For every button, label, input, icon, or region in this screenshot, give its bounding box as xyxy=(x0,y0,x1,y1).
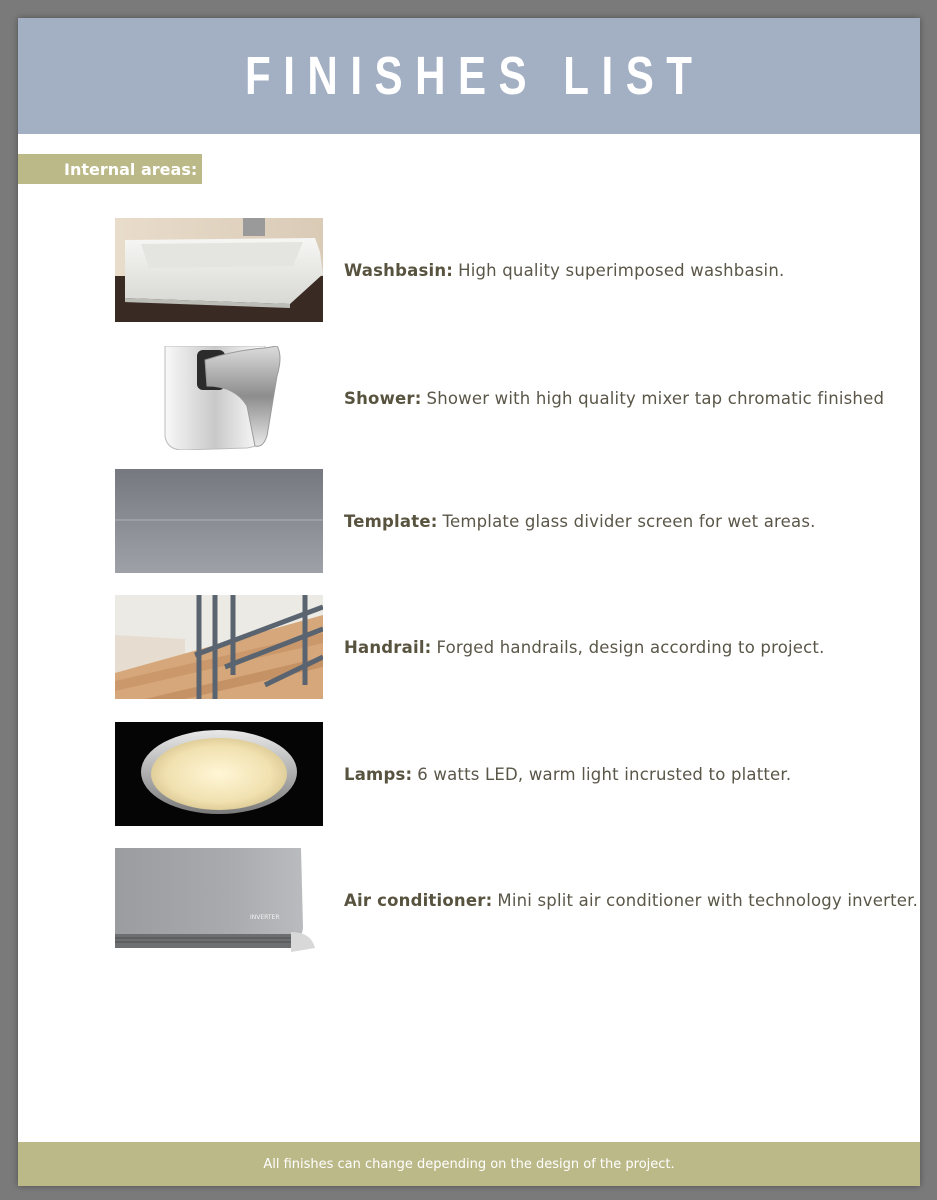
finish-item-handrail xyxy=(115,595,905,699)
item-name: Lamps: xyxy=(344,764,413,784)
item-name: Air conditioner: xyxy=(344,890,493,910)
washbasin-photo xyxy=(115,218,323,322)
shower-mixer-photo xyxy=(115,346,323,450)
footer-banner xyxy=(18,1142,920,1186)
item-description: 6 watts LED, warm light incrusted to platter. xyxy=(417,764,792,784)
item-name: Shower: xyxy=(344,388,422,408)
handrail-photo xyxy=(115,595,323,699)
item-description: Forged handrails, design according to project. xyxy=(436,637,825,657)
finish-item-shower xyxy=(115,346,905,450)
item-name: Washbasin: xyxy=(344,260,454,280)
page-title: FINISHES LIST xyxy=(245,46,705,106)
item-description: Template glass divider screen for wet areas. xyxy=(442,511,816,531)
finish-item-template xyxy=(115,469,905,573)
air-conditioner-photo xyxy=(115,848,323,952)
header-banner xyxy=(18,18,920,134)
glass-screen-photo xyxy=(115,469,323,573)
finish-item-lamps xyxy=(115,722,905,826)
led-lamp-photo xyxy=(115,722,323,826)
finishes-page xyxy=(18,18,920,1186)
finish-item-washbasin xyxy=(115,218,905,322)
finish-item-air-conditioner xyxy=(115,848,919,952)
item-name: Template: xyxy=(344,511,438,531)
footer-note: All finishes can change depending on the design of the project. xyxy=(263,1156,675,1172)
item-description: High quality superimposed washbasin. xyxy=(458,260,785,280)
section-label: Internal areas: xyxy=(18,154,202,184)
item-description: Shower with high quality mixer tap chromatic finished xyxy=(426,388,885,408)
inverter-badge: INVERTER xyxy=(250,914,280,921)
item-description: Mini split air conditioner with technology inverter. xyxy=(497,890,919,910)
item-name: Handrail: xyxy=(344,637,432,657)
